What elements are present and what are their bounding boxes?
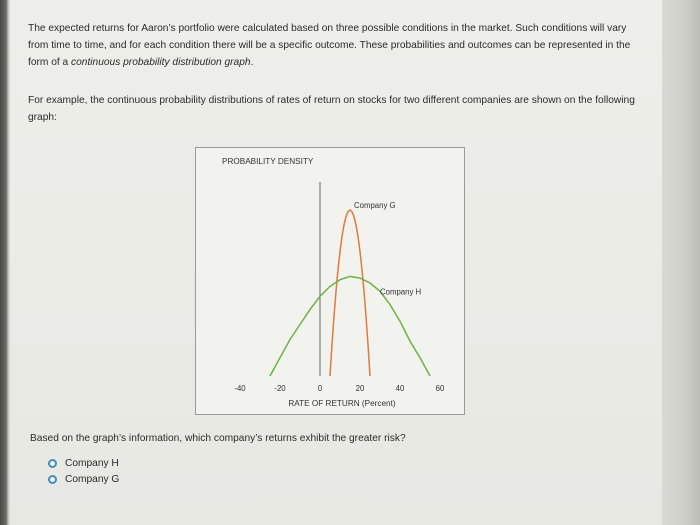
intro-paragraph <box>28 20 643 71</box>
y-axis-label: PROBABILITY DENSITY <box>222 157 314 166</box>
question-page <box>10 0 662 525</box>
page-edge <box>662 0 700 525</box>
x-tick-label: -40 <box>234 384 246 393</box>
series-line-company-g <box>330 210 370 376</box>
option-company-g[interactable] <box>48 474 119 485</box>
x-tick-label: 40 <box>395 384 405 393</box>
x-tick-label: -20 <box>274 384 286 393</box>
x-tick-label: 20 <box>355 384 365 393</box>
intro-emphasis: continuous probability distribution graph <box>71 57 251 68</box>
series-label-company-h: Company H <box>380 287 422 297</box>
radio-button-icon[interactable] <box>48 475 57 484</box>
radio-button-icon[interactable] <box>48 459 57 468</box>
x-tick-label: 0 <box>317 384 323 393</box>
x-axis-label: RATE OF RETURN (Percent) <box>288 399 396 408</box>
intro-text: The expected returns for Aaron’s portfolio were calculated based on three possible conditions in the market. Such conditions will vary from time to time, and for each condition there will be a specific outcome. These probabilities and outcomes can be represented in the form of a <box>28 23 631 68</box>
example-paragraph: For example, the continuous probability distributions of rates of return on stocks for two different companies are shown on the following graph: <box>28 95 635 123</box>
distribution-chart <box>195 147 465 415</box>
question-text: Based on the graph’s information, which company’s returns exhibit the greater risk? <box>30 433 406 444</box>
option-label: Company H <box>65 458 119 469</box>
option-label: Company G <box>65 474 120 485</box>
chart-svg <box>196 148 464 414</box>
intro-period: . <box>250 57 254 68</box>
series-label-company-g: Company G <box>354 201 396 210</box>
option-company-h[interactable] <box>48 458 119 469</box>
x-tick-label: 60 <box>435 384 445 393</box>
